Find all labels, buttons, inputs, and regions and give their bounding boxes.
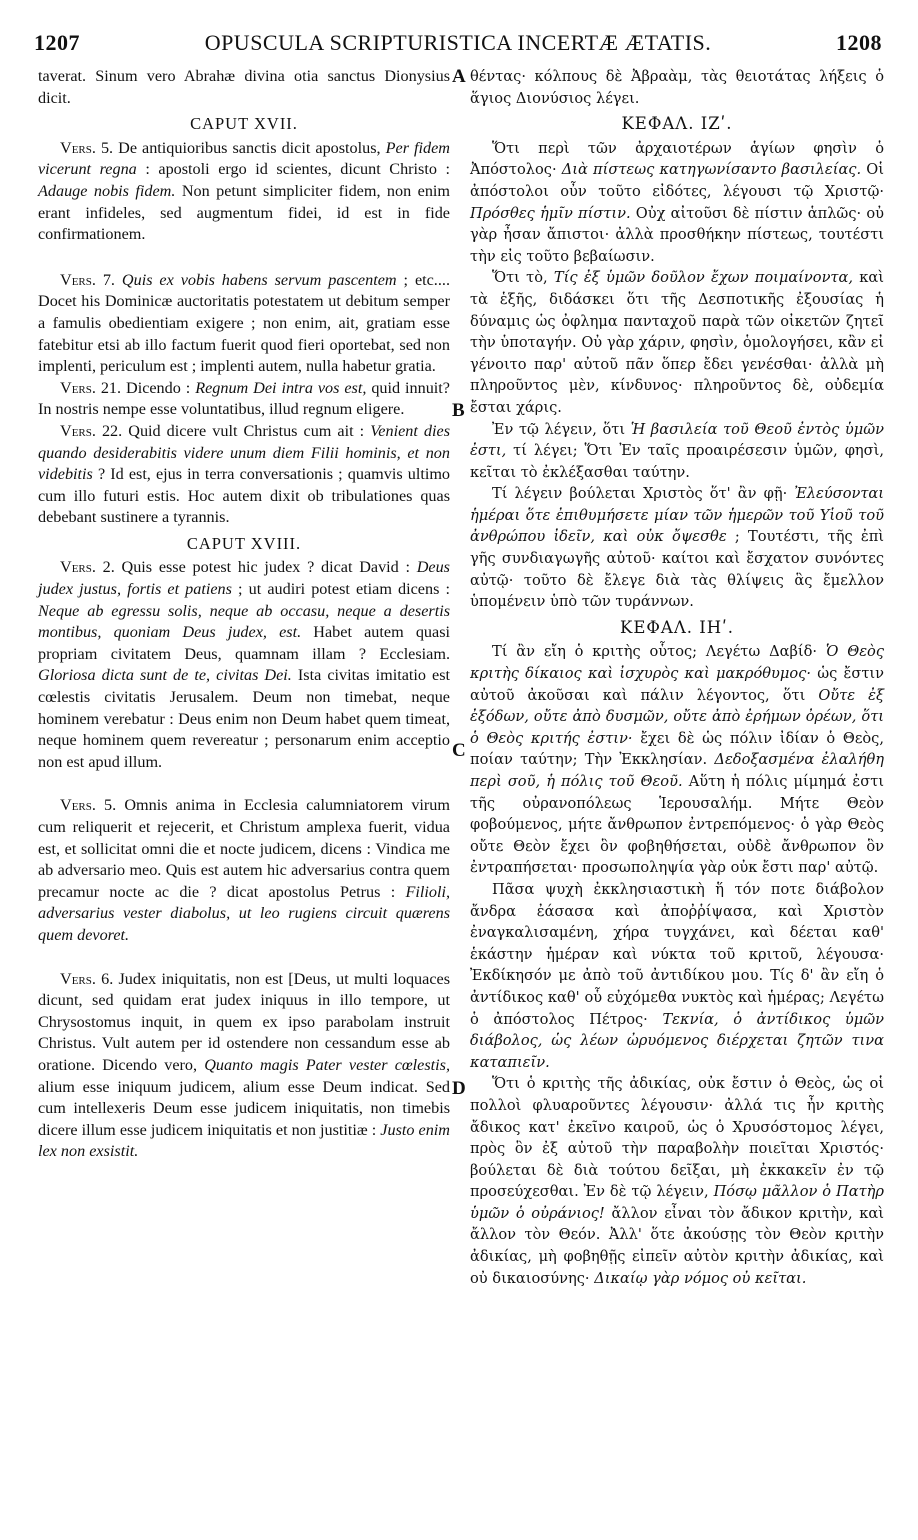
scripture-quote: Deus judex justus, fortis et patiens [38, 558, 450, 599]
greek-paragraph-7 [470, 1073, 884, 1289]
scripture-quote: Justo enim lex non exsistit. [38, 1120, 450, 1161]
verse-text: Non petunt simpliciter fidem, non enim erant infideles, sed augmentum fidei, id est in fide confirmationem. [38, 181, 450, 244]
verse-text: ? Id est, ejus in terra conversationis ; quamvis ultimo cum illo futuri estis. Hoc autem dixit ob tribulationes quas debebant sustinere a tyrannis. [38, 465, 450, 527]
margin-letter-b: B [452, 400, 465, 421]
latin-column [38, 66, 450, 1163]
verse-text: alium esse iniquum judicem, alium esse Deum indicat. Sed cum intellexeris Deum esse judicem iniquitatis, non timebis dicere illum esse judicem iniquitatis et non justitiæ : [38, 1077, 450, 1139]
page-header [34, 30, 882, 64]
verse-label: Vers. 21. [60, 378, 122, 397]
verse-text: ; etc.... Docet his Dominicæ auctoritatis potestatem ut debitum semper a famulis obedientiam exigere ; non enim, ait, gratiam esse fatebitur etsi ab illo factum fuerit quod fieri oportebat, sed non implenti, periculum est ; implenti autem, nulla habetur gratia. [38, 270, 450, 376]
verse-label: Vers. 2. [60, 558, 115, 577]
scripture-quote: Venient dies quando desiderabitis videre unum diem Filii hominis, et non videbitis [38, 421, 450, 484]
latin-verse-5b [38, 795, 450, 946]
latin-verse-5 [38, 138, 450, 246]
paragraph-text: τί λέγει; Ὅτι Ἐν ταῖς προαιρέσεσιν ὑμῶν, φησὶ, κεῖται τὸ ἐκλέξασθαι ταύτην. [470, 442, 884, 481]
scripture-quote: Δικαίῳ γὰρ νόμος οὐ κεῖται. [594, 1269, 807, 1287]
verse-label: Vers. 6. [60, 969, 114, 988]
scripture-quote: Οὔτε ἐξ ἐξόδων, οὔτε ἀπὸ δυσμῶν, οὔτε ἀπὸ ἐρήμων ὀρέων, ὅτι ὁ Θεὸς κριτής ἐστιν· [470, 686, 884, 747]
greek-paragraph-4 [470, 483, 884, 613]
latin-chapter-18-heading: CAPUT XVIII. [186, 533, 302, 553]
verse-text: : apostoli ergo id scientes, dicunt Christo : [136, 160, 450, 179]
verse-label: Vers. 5. [60, 796, 117, 815]
scripture-quote: Quis ex vobis habens servum pascentem [114, 270, 397, 289]
verse-label: Vers. 22. [60, 421, 123, 440]
scripture-quote: Per fidem vicerunt regna [38, 138, 450, 179]
latin-verse-2 [38, 557, 450, 773]
margin-letter-a: A [452, 66, 466, 87]
verse-text: Judex iniquitatis, non est [Deus, ut multi loquaces dicunt, sed quidam erat judex iniquus in illo tempore, ut Chrysostomus inquit, in quem ex ipso parabolam instruit Christus. Vult autem per id ostendere non cessandum esse ab oratione. Dicendo vero, [38, 969, 450, 1074]
verse-text: Quid dicere vult Christus cum ait : [122, 421, 371, 440]
paragraph-text: Τί ἂν εἴη ὁ κριτὴς οὗτος; Λεγέτω Δαβίδ· [492, 643, 826, 661]
verse-text: quid innuit? In nostris nempe esse voluntatibus, illud regnum eligere. [38, 378, 450, 419]
latin-verse-21 [38, 378, 450, 421]
scripture-quote: Πρόσθες ἡμῖν πίστιν. [470, 204, 631, 222]
scripture-quote: Ἡ βασιλεία τοῦ Θεοῦ ἐντὸς ὑμῶν ἐστι, [470, 420, 884, 460]
scripture-quote: Ὁ Θεὸς κριτὴς δίκαιος καὶ ἰσχυρὸς καὶ μακρόθυμος· [470, 643, 885, 683]
paragraph-text: ὡς ἔστιν αὐτοῦ ἀκοῦσαι καὶ πάλιν λέγοντος, ὅτι [470, 665, 884, 704]
scripture-quote: Regnum Dei intra vos est, [195, 378, 367, 397]
verse-text: ; ut audiri potest etiam dicens : [231, 580, 450, 599]
latin-intro: taverat. Sinum vero Abrahæ divina otia sanctus Dionysius dicit. [38, 67, 450, 107]
scripture-quote: Adauge nobis fidem. [38, 181, 176, 200]
paragraph-text: Πᾶσα ψυχὴ ἐκκλησιαστικὴ ἥ τόν ποτε διάβολον ἄνδρα ἐάσασα καὶ ἀποῤῥίψασα, καὶ Χριστὸν ἐναγκαλισαμένη, χήρα τυγχάνει, καὶ δέεται καθ' ἑκάστην ἡμέραν καὶ νύκτα τοῦ κριτοῦ, λέγουσα· Ἐκδίκησόν με ἀπὸ τοῦ ἀντιδίκου μου. Τίς δ' ἂν εἴη ὁ ἀντίδικος καθ' οὗ εὐχόμεθα νυκτὸς καὶ ἡμέρας; Λεγέτω ὁ ἀπόστολος Πέτρος· [470, 880, 884, 1028]
paragraph-text: Τί λέγειν βούλεται Χριστὸς ὅτ' ἂν φῇ· [492, 485, 795, 503]
latin-verse-22 [38, 421, 450, 529]
greek-paragraph-3 [470, 419, 884, 484]
paragraph-text: ἔχει δὲ ὡς πόλιν ἰδίαν ὁ Θεὸς, ποίαν ταύτην; Τὴν Ἐκκλησίαν. [470, 729, 884, 769]
paragraph-text: Ἐν τῷ λέγειν, ὅτι [492, 420, 631, 438]
scripture-quote: Δεδοξασμένα ἐλαλήθη περὶ σοῦ, ἡ πόλις τοῦ Θεοῦ. [470, 751, 884, 790]
paragraph-text: Αὕτη ἡ πόλις μίμημά ἐστι τῆς οὐρανοπόλεως Ἱερουσαλήμ. Μήτε Θεὸν φοβούμενος, μήτε ἄνθρωπον ἐντρεπόμενος· ὁ γὰρ Θεὸς οὔτε Θεὸν ἔχει ὃν φοβηθήσεται, οὐδὲ ἄνθρωπον ὃν ἐντραπήσεται· προσωποληψία γὰρ οὐκ ἔστι παρ' αὐτῷ. [470, 773, 884, 877]
greek-paragraph-6 [470, 879, 884, 1073]
scripture-quote: Τεκνία, ὁ ἀντίδικος ὑμῶν διάβολος, ὡς λέων ὠρυόμενος διέρχεται ζητῶν τινα καταπιεῖν. [470, 1010, 884, 1071]
paragraph-text: Οἱ ἀπόστολοι οὖν τοῦτο εἰδότες, λέγουσι τῷ Χριστῷ· [470, 161, 884, 200]
margin-letter-c: C [452, 740, 466, 761]
greek-column [470, 66, 884, 1289]
verse-label: Vers. 7. [60, 270, 115, 289]
paragraph-text: ἄλλον εἶναι τὸν ἄδικον κριτὴν, καὶ ἄλλον τὸν Θεόν. Ἀλλ' ὅτε ἀκούσῃς τὸν Θεὸν κριτὴν ἀδικίας, μὴ φοβηθῇς εἰπεῖν αὐτὸν κριτὴν ἀδικίας, καὶ οὐ δικαιοσύνης· [470, 1204, 885, 1287]
latin-verse-7 [38, 270, 450, 378]
greek-paragraph-2 [470, 267, 884, 418]
scripture-quote: Filioli, adversarius vester diabolus, ut leo rugiens circuit quærens quem devoret. [38, 882, 450, 944]
greek-chapter-18-heading: ΚΕΦΑΛ. ΙΗʹ. [620, 617, 734, 637]
verse-text: Quis esse potest hic judex ? dicat David : [114, 558, 417, 577]
verse-label: Vers. 5. [60, 138, 114, 157]
verse-text: Ista civitas imitatio est cœlestis civitatis Jerusalem. Deum non timebat, neque hominem verebatur : Deus enim non Deum habet quem timeat, neque hominem quem revereatur ; personarum enim acceptio non est apud illum. [38, 666, 450, 771]
greek-paragraph-5 [470, 641, 884, 879]
scripture-quote: Τίς ἐξ ὑμῶν δοῦλον ἔχων ποιμαίνοντα, [553, 269, 854, 287]
scripture-quote: Πόσῳ μᾶλλον ὁ Πατὴρ ὑμῶν ὁ οὐράνιος! [470, 1183, 884, 1222]
paragraph-text: Ὅτι τὸ, [492, 269, 554, 287]
verse-text: Habet autem quasi propriam civitatem Deus, quamnam illam ? Ecclesiam. [38, 623, 450, 663]
running-title: OPUSCULA SCRIPTURISTICA INCERTÆ ÆTATIS. [204, 30, 712, 55]
verse-text: Omnis anima in Ecclesia calumniatorem virum cum reliquerit et rejecerit, et Christum amplexa fuerit, vidua est, et sollicitat omni die et nocte judicem, dicens : Vindica me ab adversario meo. Quis est autem hic adversarius contra quem precamur nocte ac die ? dicat apostolus Petrus : [38, 796, 450, 901]
scripture-quote: Quanto magis Pater vester cœlestis, [204, 1055, 451, 1074]
latin-chapter-17-heading: CAPUT XVII. [190, 114, 298, 134]
verse-text: De antiquioribus sanctis dicit apostolus, [113, 138, 386, 157]
margin-letter-d: D [452, 1078, 466, 1099]
greek-paragraph-1 [470, 138, 884, 268]
paragraph-text: Οὐχ αἰτοῦσι δὲ πίστιν ἁπλῶς· οὐ γὰρ ἦσαν ἄπιστοι· ἀλλὰ προσθήκην πίστεως, τουτέστι τὴν εἰς τοῦτο βεβαίωσιν. [470, 204, 884, 265]
greek-chapter-17-heading: ΚΕΦΑΛ. ΙΖʹ. [621, 114, 733, 134]
scripture-quote: Neque ab egressu solis, neque ab occasu, neque a desertis montibus, quoniam Deus judex, est. [38, 601, 450, 642]
scripture-quote: Διὰ πίστεως κατηγωνίσαντο βασιλείας. [561, 161, 862, 179]
paragraph-text: καὶ τὰ ἑξῆς, διδάσκει ὅτι τῆς Δεσποτικῆς ἐξουσίας ἡ δύναμις ὡς ὀφλημα πανταχοῦ παρὰ τῶν οἰκετῶν ζητεῖ τὴν ὑποταγήν. Οὐ γὰρ χάριν, φησὶν, ὁμολογήσει, κἂν εἰ γένοιτο παρ' αὐτοῦ πᾶν ὅπερ ἔδει γενέσθαι· ἀλλὰ μὴ πληροῦντος μὲν, κίνδυνος· πληροῦντος δὲ, οὐδεμία ἔσται χάρις. [470, 269, 884, 416]
scripture-quote: Ἐλεύσονται ἡμέραι ὅτε ἐπιθυμήσετε μίαν τῶν ἡμερῶν τοῦ Υἱοῦ τοῦ ἀνθρώπου ἰδεῖν, καὶ οὐκ ὄψεσθε [470, 485, 884, 546]
verse-text: Dicendo : [121, 378, 196, 397]
page-number-right: 1208 [836, 30, 882, 55]
latin-verse-6 [38, 969, 450, 1163]
greek-intro: θέντας· κόλπους δὲ Ἀβραὰμ, τὰς θειοτάτας λήξεις ὁ ἅγιος Διονύσιος λέγει. [470, 68, 884, 107]
paragraph-text: Ὅτι περὶ τῶν ἀρχαιοτέρων ἁγίων φησὶν ὁ Ἀπόστολος· [470, 139, 884, 179]
page-number-left: 1207 [34, 30, 80, 55]
scripture-quote: Gloriosa dicta sunt de te, civitas Dei. [38, 666, 292, 685]
paragraph-text: ; Τουτέστι, τῆς ἐπὶ γῆς συνδιαγωγῆς αὐτοῦ· καίτοι καὶ ἔσχατον συνόντες αὐτῷ· τοῦτο δὲ ἔλεγε διὰ τὰς θλίψεις ἃς ἔμελλον ὑπομένειν ὑπὸ τῶν τυράννων. [470, 528, 885, 611]
paragraph-text: Ὅτι ὁ κριτὴς τῆς ἀδικίας, οὐκ ἔστιν ὁ Θεὸς, ὡς οἱ πολλοὶ φλυαροῦντες λέγουσιν· ἀλλά τις ἦν κριτὴς ἄδικος κατ' ἐκεῖνο καιροῦ, ὡς ὁ Χρυσόστομος λέγει, πρὸς ὃν ἐξ αὐτοῦ τὴν παραβολὴν ποιεῖται Χριστός· βούλεται δὲ διὰ τούτου δεῖξαι, μὴ ἐκκακεῖν ἐν τῷ προσεύχεσθαι. Ἐν δὲ τῷ λέγειν, [470, 1075, 884, 1201]
